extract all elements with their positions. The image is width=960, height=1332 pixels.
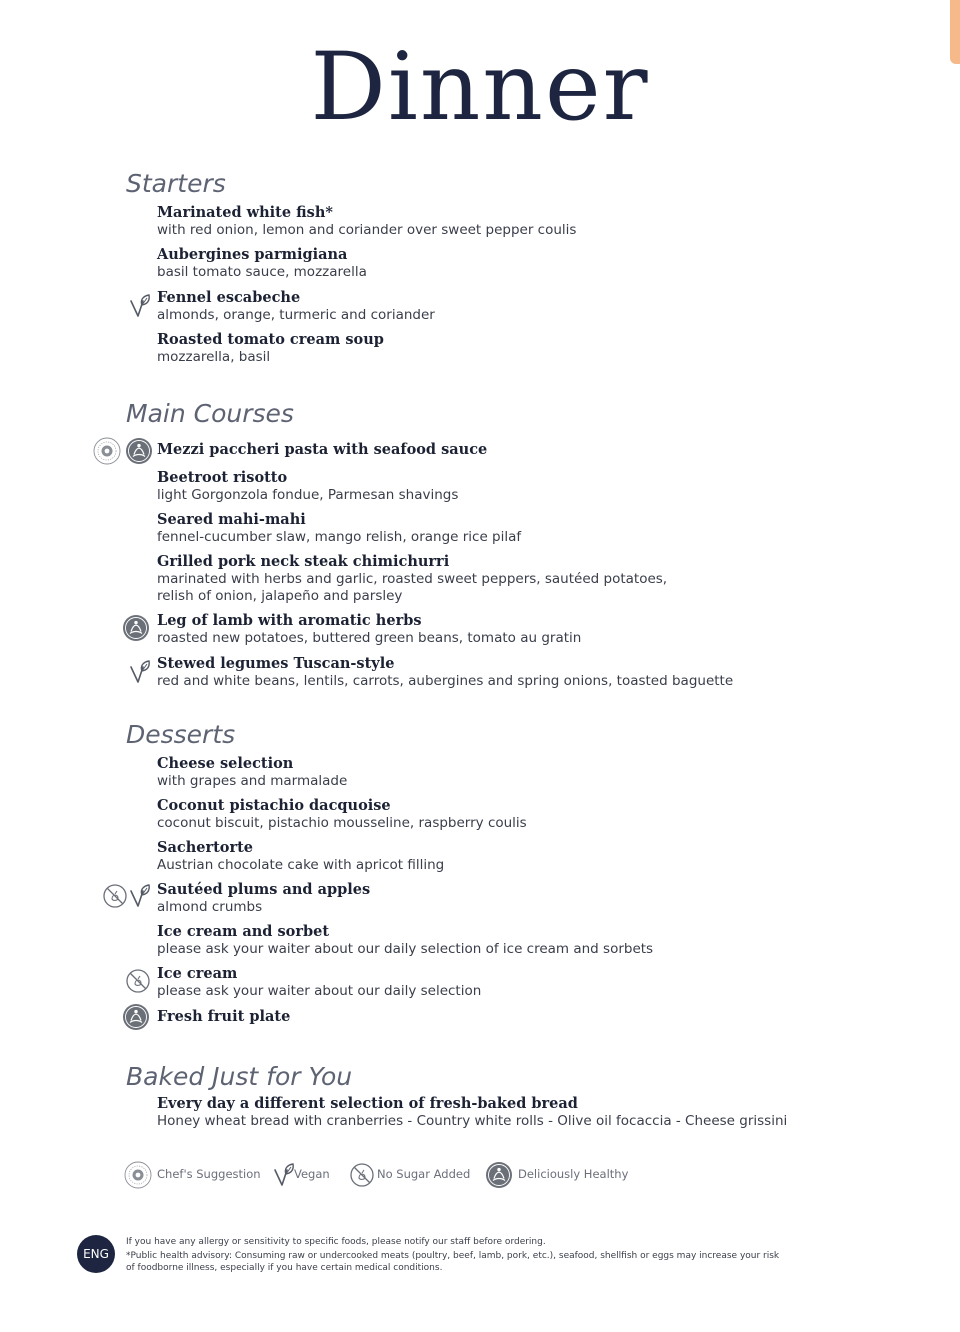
menu-item	[157, 511, 521, 546]
item-description: basil tomato sauce, mozzarella	[157, 264, 367, 280]
item-description-line-2: relish of onion, jalapeño and parsley	[157, 588, 403, 604]
item-name: Mezzi paccheri pasta with seafood sauce	[157, 441, 488, 458]
item-name: Beetroot risotto	[157, 469, 288, 486]
item-description: Honey wheat bread with cranberries - Country white rolls - Olive oil focaccia - Cheese grissini	[157, 1113, 788, 1129]
chefs-suggestion-icon	[124, 1161, 152, 1189]
deliciously-healthy-icon	[122, 614, 150, 642]
deliciously-healthy-icon	[122, 1003, 150, 1031]
item-description: almond crumbs	[157, 899, 263, 915]
item-description: roasted new potatoes, buttered green beans, tomato au gratin	[157, 630, 582, 646]
item-name: Seared mahi-mahi	[157, 511, 306, 528]
section-title-main-courses: Main Courses	[126, 399, 294, 428]
item-description: please ask your waiter about our daily selection of ice cream and sorbets	[157, 941, 654, 957]
deliciously-healthy-icon	[125, 437, 153, 465]
item-description: almonds, orange, turmeric and coriander	[157, 307, 435, 323]
item-name: Leg of lamb with aromatic herbs	[157, 612, 422, 629]
item-description: red and white beans, lentils, carrots, aubergines and spring onions, toasted baguette	[157, 673, 734, 689]
item-name: Fresh fruit plate	[157, 1008, 291, 1025]
item-name: Stewed legumes Tuscan-style	[157, 655, 395, 672]
menu-item	[157, 655, 733, 690]
legend-label: Chef's Suggestion	[157, 1167, 261, 1181]
item-name: Ice cream and sorbet	[157, 923, 330, 940]
section-title-baked: Baked Just for You	[126, 1062, 353, 1091]
menu-item	[157, 1008, 290, 1026]
chefs-suggestion-icon	[93, 437, 121, 465]
legend-label: Vegan	[294, 1167, 330, 1181]
item-name: Coconut pistachio dacquoise	[157, 797, 391, 814]
no-sugar-added-icon	[348, 1161, 376, 1189]
item-name: Marinated white fish*	[157, 204, 333, 221]
menu-item	[157, 204, 576, 239]
section-title-desserts: Desserts	[126, 720, 236, 749]
vegan-icon	[126, 882, 154, 910]
item-name: Ice cream	[157, 965, 238, 982]
item-name: Every day a different selection of fresh-baked bread	[157, 1095, 578, 1112]
item-description: Austrian chocolate cake with apricot filling	[157, 857, 445, 873]
menu-item	[157, 755, 347, 790]
no-sugar-added-icon	[101, 882, 129, 910]
item-description: please ask your waiter about our daily selection	[157, 983, 482, 999]
item-name: Sachertorte	[157, 839, 254, 856]
allergy-note: If you have any allergy or sensitivity to specific foods, please notify our staff before ordering.	[126, 1237, 546, 1247]
menu-item	[157, 612, 581, 647]
item-description: with grapes and marmalade	[157, 773, 348, 789]
item-description: with red onion, lemon and coriander over sweet pepper coulis	[157, 222, 577, 238]
menu-item	[157, 923, 653, 958]
item-name: Sautéed plums and apples	[157, 881, 371, 898]
deliciously-healthy-icon	[485, 1161, 513, 1189]
menu-item	[157, 1095, 787, 1130]
health-advisory: *Public health advisory: Consuming raw or undercooked meats (poultry, beef, lamb, pork, etc.), seafood, shellfish or eggs may increase your risk	[126, 1251, 780, 1261]
menu-item	[157, 469, 458, 504]
item-name: Roasted tomato cream soup	[157, 331, 384, 348]
vegan-icon	[126, 292, 154, 320]
no-sugar-added-icon	[124, 967, 152, 995]
menu-item	[157, 246, 367, 281]
item-name: Cheese selection	[157, 755, 294, 772]
item-description: marinated with herbs and garlic, roasted sweet peppers, sautéed potatoes,	[157, 571, 668, 587]
menu-item	[157, 797, 527, 832]
menu-item	[157, 331, 384, 366]
item-description: light Gorgonzola fondue, Parmesan shavings	[157, 487, 459, 503]
menu-item	[157, 881, 370, 916]
menu-item	[157, 965, 481, 1000]
menu-item	[157, 289, 435, 324]
item-name: Fennel escabeche	[157, 289, 301, 306]
health-advisory-line-2: of foodborne illness, especially if you have certain medical conditions.	[126, 1263, 443, 1273]
item-description: mozzarella, basil	[157, 349, 271, 365]
vegan-icon	[126, 658, 154, 686]
language-badge[interactable]: ENG	[77, 1235, 115, 1273]
section-title-starters: Starters	[126, 169, 226, 198]
menu-item	[157, 441, 487, 459]
menu-item	[157, 553, 667, 605]
item-name: Grilled pork neck steak chimichurri	[157, 553, 450, 570]
legend-label: No Sugar Added	[377, 1167, 471, 1181]
legend-label: Deliciously Healthy	[518, 1167, 629, 1181]
item-name: Aubergines parmigiana	[157, 246, 348, 263]
menu-item	[157, 839, 444, 874]
item-description: fennel-cucumber slaw, mango relish, orange rice pilaf	[157, 529, 522, 545]
page-title: Dinner	[310, 33, 650, 142]
item-description: coconut biscuit, pistachio mousseline, raspberry coulis	[157, 815, 527, 831]
